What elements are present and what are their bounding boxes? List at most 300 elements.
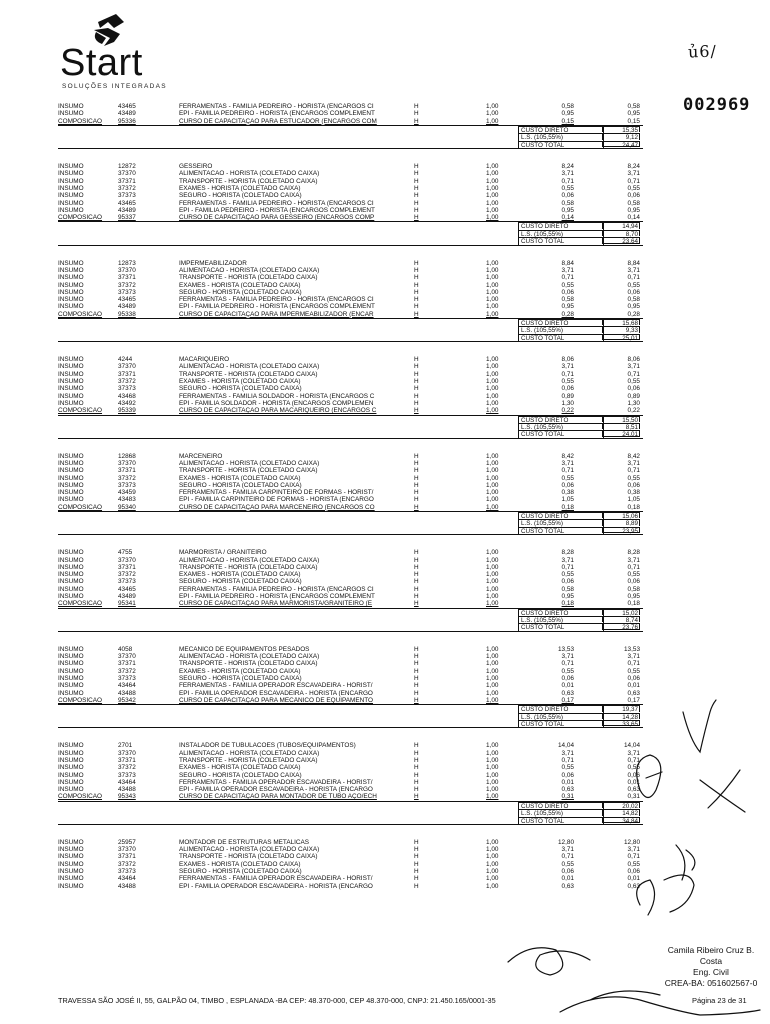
table-row <box>58 593 643 600</box>
cell-preco: 0,38 <box>561 489 574 497</box>
cell-codigo: 43483 <box>118 496 136 504</box>
cell-unidade: H <box>414 474 419 482</box>
cell-tipo: INSUMO <box>58 163 84 171</box>
table-row <box>58 185 643 192</box>
cell-unidade: H <box>414 742 419 750</box>
cell-descricao: TRANSPORTE - HORISTA (COLETADO CAIXA) <box>179 467 318 475</box>
cell-total: 0,55 <box>627 184 640 192</box>
cell-quantidade: 1,00 <box>486 689 499 697</box>
cell-quantidade: 1,00 <box>486 199 499 207</box>
table-row <box>58 564 643 571</box>
cell-descricao: TRANSPORTE - HORISTA (COLETADO CAIXA) <box>179 370 318 378</box>
cell-codigo: 37371 <box>118 177 136 185</box>
cell-tipo: INSUMO <box>58 875 84 883</box>
cell-codigo: 95339 <box>118 407 136 415</box>
table-row <box>58 110 643 117</box>
custo-direto-label: CUSTO DIRETO <box>518 609 604 616</box>
cell-descricao: EXAMES - HORISTA (COLETADO CAIXA) <box>179 860 301 868</box>
cell-codigo: 37372 <box>118 281 136 289</box>
cell-total: 3,71 <box>627 749 640 757</box>
cell-codigo: 37373 <box>118 481 136 489</box>
cell-quantidade: 1,00 <box>486 356 499 364</box>
cell-quantidade: 1,00 <box>486 489 499 497</box>
cell-quantidade: 1,00 <box>486 496 499 504</box>
table-row <box>58 578 643 585</box>
cell-unidade: H <box>414 356 419 364</box>
cell-codigo: 43465 <box>118 103 136 110</box>
table-row <box>58 170 643 177</box>
cell-codigo: 95343 <box>118 793 136 801</box>
cell-tipo: INSUMO <box>58 838 84 846</box>
cell-unidade: H <box>414 184 419 192</box>
cell-total: 0,15 <box>627 117 640 125</box>
custo-total-row <box>58 527 643 534</box>
cell-quantidade: 1,00 <box>486 163 499 171</box>
cell-total: 0,06 <box>627 578 640 586</box>
cell-preco: 0,95 <box>561 303 574 311</box>
cell-quantidade: 1,00 <box>486 793 499 801</box>
cell-codigo: 43459 <box>118 489 136 497</box>
cell-codigo: 43465 <box>118 199 136 207</box>
cell-quantidade: 1,00 <box>486 563 499 571</box>
cell-descricao: SEGURO - HORISTA (COLETADO CAIXA) <box>179 578 302 586</box>
cell-preco: 0,22 <box>561 407 574 415</box>
custo-total-value: 25,01 <box>602 334 640 340</box>
cell-quantidade: 1,00 <box>486 363 499 371</box>
signer-crea: CREA-BA: 051602567-0 <box>664 978 758 988</box>
cell-preco: 8,06 <box>561 356 574 364</box>
ls-value-value: 8,89 <box>602 519 640 525</box>
cell-descricao: FERRAMENTAS - FAMILIA SOLDADOR - HORISTA (ENCARGOS C <box>179 392 375 400</box>
cell-unidade: H <box>414 481 419 489</box>
cell-descricao: FERRAMENTAS - FAMILIA PEDREIRO - HORISTA (ENCARGOS CI <box>179 296 374 304</box>
cell-descricao: EXAMES - HORISTA (COLETADO CAIXA) <box>179 281 301 289</box>
cell-quantidade: 1,00 <box>486 882 499 890</box>
cell-codigo: 37371 <box>118 756 136 764</box>
ls-value-row <box>58 326 643 333</box>
cell-total: 0,71 <box>627 660 640 668</box>
table-row <box>58 378 643 385</box>
table-row <box>58 668 643 675</box>
custo-total-value: 34,84 <box>602 817 640 823</box>
cell-tipo: INSUMO <box>58 281 84 289</box>
cell-total: 0,18 <box>627 600 640 608</box>
table-row <box>58 356 643 363</box>
cell-tipo: INSUMO <box>58 303 84 311</box>
ls-value-label: L.S. (105,55%) <box>518 519 604 526</box>
table-row <box>58 875 643 882</box>
cell-tipo: INSUMO <box>58 363 84 371</box>
cell-preco: 0,01 <box>561 875 574 883</box>
cell-codigo: 37371 <box>118 853 136 861</box>
table-row <box>58 600 643 607</box>
cell-quantidade: 1,00 <box>486 399 499 407</box>
cell-quantidade: 1,00 <box>486 177 499 185</box>
cell-total: 0,71 <box>627 853 640 861</box>
cell-descricao: TRANSPORTE - HORISTA (COLETADO CAIXA) <box>179 177 318 185</box>
ls-value-label: L.S. (105,55%) <box>518 809 604 816</box>
cell-descricao: FERRAMENTAS - FAMILIA OPERADOR ESCAVADEIRA - HORIST/ <box>179 778 373 786</box>
cell-preco: 0,58 <box>561 296 574 304</box>
cell-preco: 0,15 <box>561 117 574 125</box>
cell-unidade: H <box>414 749 419 757</box>
table-row <box>58 260 643 267</box>
cell-descricao: TRANSPORTE - HORISTA (COLETADO CAIXA) <box>179 660 318 668</box>
cell-descricao: FERRAMENTAS - FAMILIA PEDREIRO - HORISTA (ENCARGOS CI <box>179 199 374 207</box>
table-row <box>58 772 643 779</box>
cell-quantidade: 1,00 <box>486 281 499 289</box>
cell-total: 0,01 <box>627 682 640 690</box>
cell-descricao: ALIMENTACAO - HORISTA (COLETADO CAIXA) <box>179 846 320 854</box>
cell-codigo: 37370 <box>118 653 136 661</box>
cell-preco: 3,71 <box>561 556 574 564</box>
cell-tipo: COMPOSICAO <box>58 600 103 608</box>
cell-unidade: H <box>414 503 419 511</box>
table-row <box>58 163 643 170</box>
ls-value-row <box>58 809 643 816</box>
table-row <box>58 482 643 489</box>
cell-quantidade: 1,00 <box>486 303 499 311</box>
cell-unidade: H <box>414 793 419 801</box>
cell-codigo: 43489 <box>118 110 136 118</box>
cell-quantidade: 1,00 <box>486 742 499 750</box>
cell-preco: 0,55 <box>561 860 574 868</box>
brand-tagline: SOLUÇÕES INTEGRADAS <box>62 83 167 90</box>
cell-codigo: 37370 <box>118 556 136 564</box>
custo-direto-label: CUSTO DIRETO <box>518 222 604 229</box>
cell-unidade: H <box>414 199 419 207</box>
cell-quantidade: 1,00 <box>486 110 499 118</box>
cell-codigo: 37371 <box>118 370 136 378</box>
cell-descricao: MARCENEIRO <box>179 452 223 460</box>
cell-total: 3,71 <box>627 460 640 467</box>
custo-total-value: 33,65 <box>602 720 640 726</box>
cell-unidade: H <box>414 460 419 467</box>
cell-preco: 3,71 <box>561 653 574 661</box>
cell-codigo: 37373 <box>118 674 136 682</box>
custo-direto-label: CUSTO DIRETO <box>518 416 604 423</box>
cell-descricao: FERRAMENTAS - FAMILIA PEDREIRO - HORISTA (ENCARGOS CI <box>179 585 374 593</box>
cell-tipo: INSUMO <box>58 549 84 557</box>
cell-unidade: H <box>414 303 419 311</box>
table-row <box>58 883 643 890</box>
custo-direto-value: 15,02 <box>602 609 640 615</box>
cell-preco: 0,71 <box>561 467 574 475</box>
cell-descricao: SEGURO - HORISTA (COLETADO CAIXA) <box>179 288 302 296</box>
cell-unidade: H <box>414 378 419 386</box>
cell-descricao: EPI - FAMILIA OPERADOR ESCAVADEIRA - HORISTA (ENCARGO <box>179 882 373 890</box>
cell-total: 0,55 <box>627 667 640 675</box>
ls-value-label: L.S. (105,55%) <box>518 326 604 333</box>
cell-codigo: 12873 <box>118 259 136 267</box>
cell-unidade: H <box>414 674 419 682</box>
cell-codigo: 37370 <box>118 749 136 757</box>
cell-preco: 0,55 <box>561 378 574 386</box>
cell-tipo: INSUMO <box>58 474 84 482</box>
cell-descricao: EXAMES - HORISTA (COLETADO CAIXA) <box>179 667 301 675</box>
custo-direto-row <box>58 319 643 326</box>
cell-unidade: H <box>414 585 419 593</box>
cell-preco: 0,06 <box>561 674 574 682</box>
cell-descricao: ALIMENTACAO - HORISTA (COLETADO CAIXA) <box>179 170 320 178</box>
cell-descricao: EXAMES - HORISTA (COLETADO CAIXA) <box>179 474 301 482</box>
cell-unidade: H <box>414 281 419 289</box>
table-row <box>58 303 643 310</box>
table-row <box>58 793 643 800</box>
cell-unidade: H <box>414 266 419 274</box>
cell-unidade: H <box>414 274 419 282</box>
table-row <box>58 282 643 289</box>
cell-quantidade: 1,00 <box>486 192 499 200</box>
handwritten-page-ref: ủ6/ <box>687 41 718 62</box>
cell-preco: 0,63 <box>561 882 574 890</box>
table-row <box>58 853 643 860</box>
cell-codigo: 37372 <box>118 474 136 482</box>
cell-tipo: INSUMO <box>58 192 84 200</box>
cell-codigo: 37373 <box>118 192 136 200</box>
ls-value-row <box>58 519 643 526</box>
cell-preco: 14,04 <box>558 742 574 750</box>
custo-total-label: CUSTO TOTAL <box>518 430 604 438</box>
cell-quantidade: 1,00 <box>486 846 499 854</box>
cell-quantidade: 1,00 <box>486 407 499 415</box>
cell-descricao: SEGURO - HORISTA (COLETADO CAIXA) <box>179 385 302 393</box>
cell-total: 0,95 <box>627 593 640 601</box>
cell-total: 0,89 <box>627 392 640 400</box>
cell-codigo: 95338 <box>118 310 136 318</box>
cell-unidade: H <box>414 571 419 579</box>
cell-unidade: H <box>414 192 419 200</box>
custo-direto-value: 15,35 <box>602 126 640 132</box>
cell-descricao: GESSEIRO <box>179 163 213 171</box>
cell-tipo: INSUMO <box>58 259 84 267</box>
cell-tipo: COMPOSICAO <box>58 696 103 704</box>
cell-total: 3,71 <box>627 363 640 371</box>
cell-total: 0,31 <box>627 793 640 801</box>
cell-quantidade: 1,00 <box>486 467 499 475</box>
table-row <box>58 504 643 511</box>
cell-quantidade: 1,00 <box>486 653 499 661</box>
cell-unidade: H <box>414 868 419 876</box>
cell-tipo: INSUMO <box>58 399 84 407</box>
cell-unidade: H <box>414 259 419 267</box>
custo-total-label: CUSTO TOTAL <box>518 527 604 535</box>
cell-total: 13,53 <box>624 645 640 653</box>
custo-direto-label: CUSTO DIRETO <box>518 319 604 326</box>
cell-quantidade: 1,00 <box>486 682 499 690</box>
cell-preco: 3,71 <box>561 363 574 371</box>
cell-tipo: INSUMO <box>58 860 84 868</box>
table-row <box>58 682 643 689</box>
cell-tipo: INSUMO <box>58 593 84 601</box>
cell-preco: 3,71 <box>561 460 574 467</box>
cell-tipo: INSUMO <box>58 764 84 772</box>
cell-descricao: MECANICO DE EQUIPAMENTOS PESADOS <box>179 645 310 653</box>
cell-codigo: 4244 <box>118 356 133 364</box>
cell-descricao: EPI - FAMILIA OPERADOR ESCAVADEIRA - HORISTA (ENCARGO <box>179 689 373 697</box>
table-row <box>58 846 643 853</box>
cell-codigo: 37372 <box>118 764 136 772</box>
cell-total: 0,55 <box>627 281 640 289</box>
cell-preco: 0,55 <box>561 571 574 579</box>
cell-unidade: H <box>414 756 419 764</box>
cell-descricao: CURSO DE CAPACITAÇÃO PARA MACARIQUEIRO (ENCARGOS C <box>179 407 377 415</box>
composition-block <box>58 549 643 632</box>
cell-unidade: H <box>414 163 419 171</box>
cell-quantidade: 1,00 <box>486 214 499 222</box>
table-row <box>58 868 643 875</box>
cell-tipo: COMPOSICAO <box>58 793 103 801</box>
cell-descricao: CURSO DE CAPACITAÇÃO PARA MARMORISTA/GRANITEIRO (E <box>179 600 373 608</box>
cell-quantidade: 1,00 <box>486 593 499 601</box>
cell-unidade: H <box>414 875 419 883</box>
cell-quantidade: 1,00 <box>486 771 499 779</box>
cell-unidade: H <box>414 660 419 668</box>
cell-tipo: INSUMO <box>58 853 84 861</box>
cell-quantidade: 1,00 <box>486 296 499 304</box>
table-row <box>58 371 643 378</box>
cell-codigo: 37373 <box>118 288 136 296</box>
cell-total: 0,17 <box>627 696 640 704</box>
cell-total: 0,01 <box>627 778 640 786</box>
cell-quantidade: 1,00 <box>486 578 499 586</box>
cell-descricao: SEGURO - HORISTA (COLETADO CAIXA) <box>179 771 302 779</box>
cell-descricao: SEGURO - HORISTA (COLETADO CAIXA) <box>179 868 302 876</box>
composition-block <box>58 103 643 149</box>
sequence-stamp: 002969 <box>683 95 751 115</box>
table-row <box>58 690 643 697</box>
cell-descricao: ALIMENTACAO - HORISTA (COLETADO CAIXA) <box>179 749 320 757</box>
cell-tipo: INSUMO <box>58 170 84 178</box>
custo-total-row <box>58 623 643 630</box>
cell-total: 0,95 <box>627 303 640 311</box>
ls-value-value: 14,28 <box>602 713 640 719</box>
cell-codigo: 43464 <box>118 682 136 690</box>
cell-codigo: 43489 <box>118 206 136 214</box>
cell-descricao: FERRAMENTAS - FAMILIA OPERADOR ESCAVADEIRA - HORIST/ <box>179 682 373 690</box>
ls-value-value: 8,74 <box>602 616 640 622</box>
cell-total: 0,95 <box>627 206 640 214</box>
cell-total: 14,04 <box>624 742 640 750</box>
custo-total-row <box>58 334 643 341</box>
custo-total-row <box>58 430 643 437</box>
cell-unidade: H <box>414 778 419 786</box>
cell-tipo: INSUMO <box>58 110 84 118</box>
cell-unidade: H <box>414 764 419 772</box>
cell-tipo: INSUMO <box>58 481 84 489</box>
cell-tipo: INSUMO <box>58 778 84 786</box>
cell-tipo: INSUMO <box>58 689 84 697</box>
cell-quantidade: 1,00 <box>486 696 499 704</box>
cell-total: 3,71 <box>627 170 640 178</box>
cell-total: 3,71 <box>627 846 640 854</box>
cell-quantidade: 1,00 <box>486 600 499 608</box>
ls-value-row <box>58 616 643 623</box>
custo-direto-row <box>58 512 643 519</box>
cell-preco: 0,71 <box>561 370 574 378</box>
cell-tipo: INSUMO <box>58 771 84 779</box>
cell-codigo: 37373 <box>118 578 136 586</box>
ls-value-row <box>58 133 643 140</box>
cell-tipo: INSUMO <box>58 742 84 750</box>
cell-unidade: H <box>414 214 419 222</box>
cell-descricao: MACARIQUEIRO <box>179 356 230 364</box>
cell-preco: 3,71 <box>561 846 574 854</box>
cell-tipo: COMPOSICAO <box>58 214 103 222</box>
cell-descricao: TRANSPORTE - HORISTA (COLETADO CAIXA) <box>179 563 318 571</box>
table-row <box>58 861 643 868</box>
cell-descricao: EPI - FAMILIA CARPINTEIRO DE FORMAS - HORISTA (ENCARGO <box>179 496 374 504</box>
cell-total: 3,71 <box>627 266 640 274</box>
table-row <box>58 103 643 110</box>
table-row <box>58 214 643 221</box>
custo-direto-label: CUSTO DIRETO <box>518 802 604 809</box>
custo-total-row <box>58 141 643 148</box>
cell-tipo: INSUMO <box>58 882 84 890</box>
custo-total-label: CUSTO TOTAL <box>518 623 604 631</box>
cell-total: 0,63 <box>627 786 640 794</box>
cell-tipo: INSUMO <box>58 378 84 386</box>
cell-unidade: H <box>414 853 419 861</box>
cell-preco: 0,63 <box>561 689 574 697</box>
cell-quantidade: 1,00 <box>486 288 499 296</box>
cell-unidade: H <box>414 288 419 296</box>
cell-tipo: INSUMO <box>58 266 84 274</box>
custo-direto-row <box>58 609 643 616</box>
composition-block <box>58 839 643 890</box>
table-row <box>58 200 643 207</box>
cell-preco: 0,71 <box>561 660 574 668</box>
composition-block <box>58 260 643 343</box>
cell-descricao: FERRAMENTAS - FAMILIA CARPINTEIRO DE FORMAS - HORIST/ <box>179 489 374 497</box>
cell-descricao: EPI - FAMILIA PEDREIRO - HORISTA (ENCARGOS COMPLEMENT <box>179 593 375 601</box>
custo-total-label: CUSTO TOTAL <box>518 334 604 342</box>
custo-total-row <box>58 720 643 727</box>
cell-quantidade: 1,00 <box>486 786 499 794</box>
ls-value-label: L.S. (105,55%) <box>518 616 604 623</box>
cell-unidade: H <box>414 310 419 318</box>
table-row <box>58 489 643 496</box>
table-row <box>58 289 643 296</box>
table-row <box>58 586 643 593</box>
cell-preco: 0,63 <box>561 786 574 794</box>
cell-tipo: INSUMO <box>58 578 84 586</box>
cell-preco: 0,95 <box>561 110 574 118</box>
table-row <box>58 496 643 503</box>
ls-value-value: 9,33 <box>602 326 640 332</box>
footer-address: TRAVESSA SÃO JOSÉ II, 55, GALPÃO 04, TIMBO , ESPLANADA -BA CEP: 48.370-000, CEP 48.370-000, CNPJ: 21.450.165/0001-35 <box>58 996 496 1005</box>
cell-quantidade: 1,00 <box>486 117 499 125</box>
table-row <box>58 779 643 786</box>
cell-descricao: CURSO DE CAPACITAÇÃO PARA MECÂNICO DE EQUIPAMENTO <box>179 696 373 704</box>
cell-unidade: H <box>414 563 419 571</box>
cell-codigo: 37373 <box>118 385 136 393</box>
cell-codigo: 43488 <box>118 882 136 890</box>
cell-total: 8,24 <box>627 163 640 171</box>
cell-preco: 3,71 <box>561 749 574 757</box>
cell-codigo: 95340 <box>118 503 136 511</box>
cell-total: 0,71 <box>627 563 640 571</box>
cell-quantidade: 1,00 <box>486 860 499 868</box>
cell-preco: 0,58 <box>561 585 574 593</box>
table-row <box>58 653 643 660</box>
custo-total-value: 24,01 <box>602 430 640 436</box>
cell-unidade: H <box>414 771 419 779</box>
cell-quantidade: 1,00 <box>486 667 499 675</box>
cell-total: 0,18 <box>627 503 640 511</box>
cell-tipo: INSUMO <box>58 556 84 564</box>
table-row <box>58 475 643 482</box>
